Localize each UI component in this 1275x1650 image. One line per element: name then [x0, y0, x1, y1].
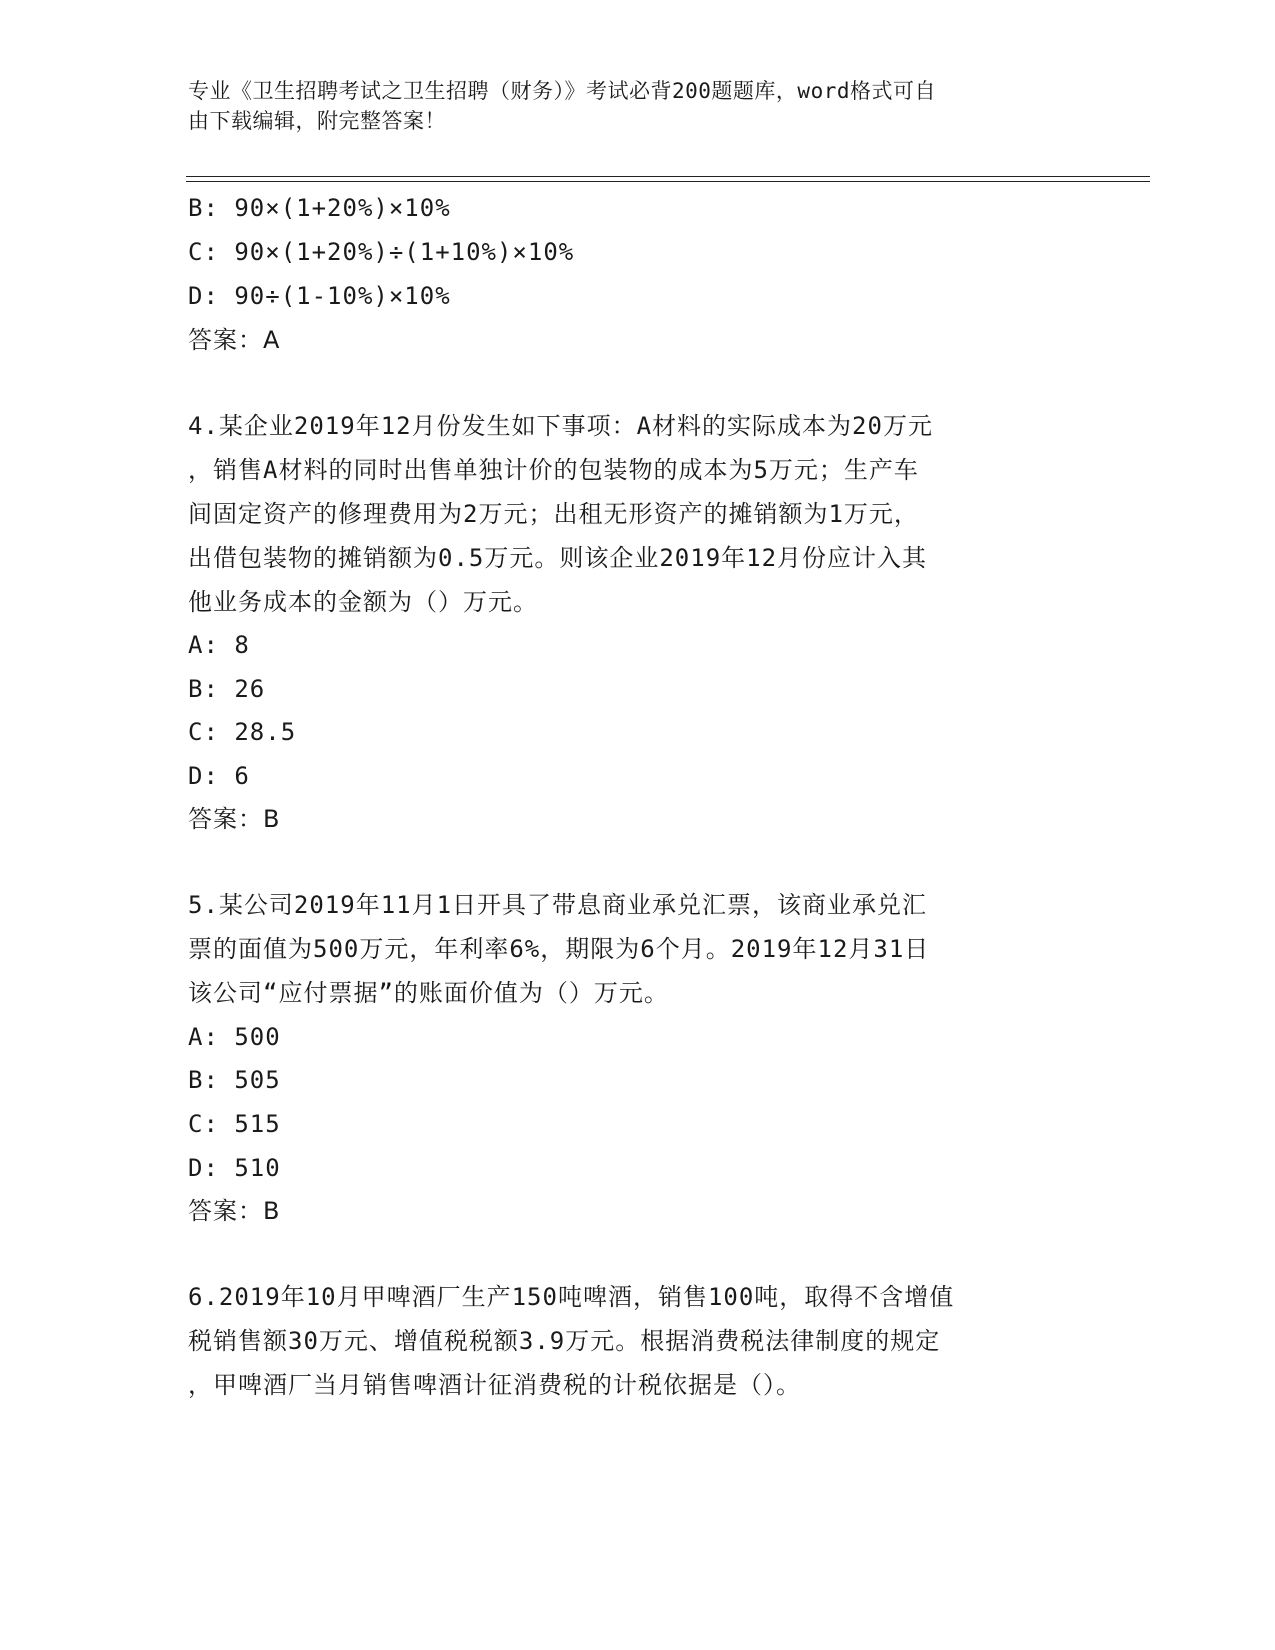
q3-option-c: C: 90×(1+20%)÷(1+10%)×10%: [188, 238, 575, 266]
q4-option-a: A: 8: [188, 631, 250, 659]
q3-option-d: D: 90÷(1-10%)×10%: [188, 282, 451, 310]
q4-option-c: C: 28.5: [188, 718, 297, 746]
header-divider-top: [186, 176, 1150, 177]
q4-stem-line: 4.某企业2019年12月份发生如下事项：A材料的实际成本为20万元: [188, 412, 933, 440]
q5-option-b: B: 505: [188, 1066, 281, 1094]
q5-answer: 答案：B: [188, 1197, 281, 1225]
q6-stem-line: 6.2019年10月甲啤酒厂生产150吨啤酒，销售100吨，取得不含增值: [188, 1283, 955, 1311]
q4-stem-line: 间固定资产的修理费用为2万元；出租无形资产的摊销额为1万元，: [188, 500, 919, 528]
q3-answer: 答案：A: [188, 326, 281, 354]
q6-stem-line: ，甲啤酒厂当月销售啤酒计征消费税的计税依据是（）。: [188, 1371, 801, 1399]
q5-stem-line: 票的面值为500万元，年利率6%，期限为6个月。2019年12月31日: [188, 935, 930, 963]
document-header: [188, 76, 1068, 136]
q4-stem-line: 出借包装物的摊销额为0.5万元。则该企业2019年12月份应计入其: [188, 544, 928, 572]
header-line-2: 由下载编辑，附完整答案！: [188, 109, 446, 133]
q4-option-b: B: 26: [188, 675, 266, 703]
q6-stem-line: 税销售额30万元、增值税税额3.9万元。根据消费税法律制度的规定: [188, 1327, 941, 1355]
q5-option-d: D: 510: [188, 1154, 281, 1182]
q4-stem-line: 他业务成本的金额为（）万元。: [188, 588, 538, 616]
header-divider-bottom: [186, 181, 1150, 182]
q5-stem-line: 5.某公司2019年11月1日开具了带息商业承兑汇票，该商业承兑汇: [188, 891, 928, 919]
q4-answer: 答案：B: [188, 805, 281, 833]
header-line-1: 专业《卫生招聘考试之卫生招聘（财务）》考试必背200题题库，word格式可自: [188, 79, 936, 103]
q3-option-b: B: 90×(1+20%)×10%: [188, 194, 451, 222]
q4-option-d: D: 6: [188, 762, 250, 790]
q5-stem-line: 该公司“应付票据”的账面价值为（）万元。: [188, 979, 669, 1007]
q5-option-a: A: 500: [188, 1023, 281, 1051]
q5-option-c: C: 515: [188, 1110, 281, 1138]
q4-stem-line: ，销售A材料的同时出售单独计价的包装物的成本为5万元；生产车: [188, 456, 919, 484]
